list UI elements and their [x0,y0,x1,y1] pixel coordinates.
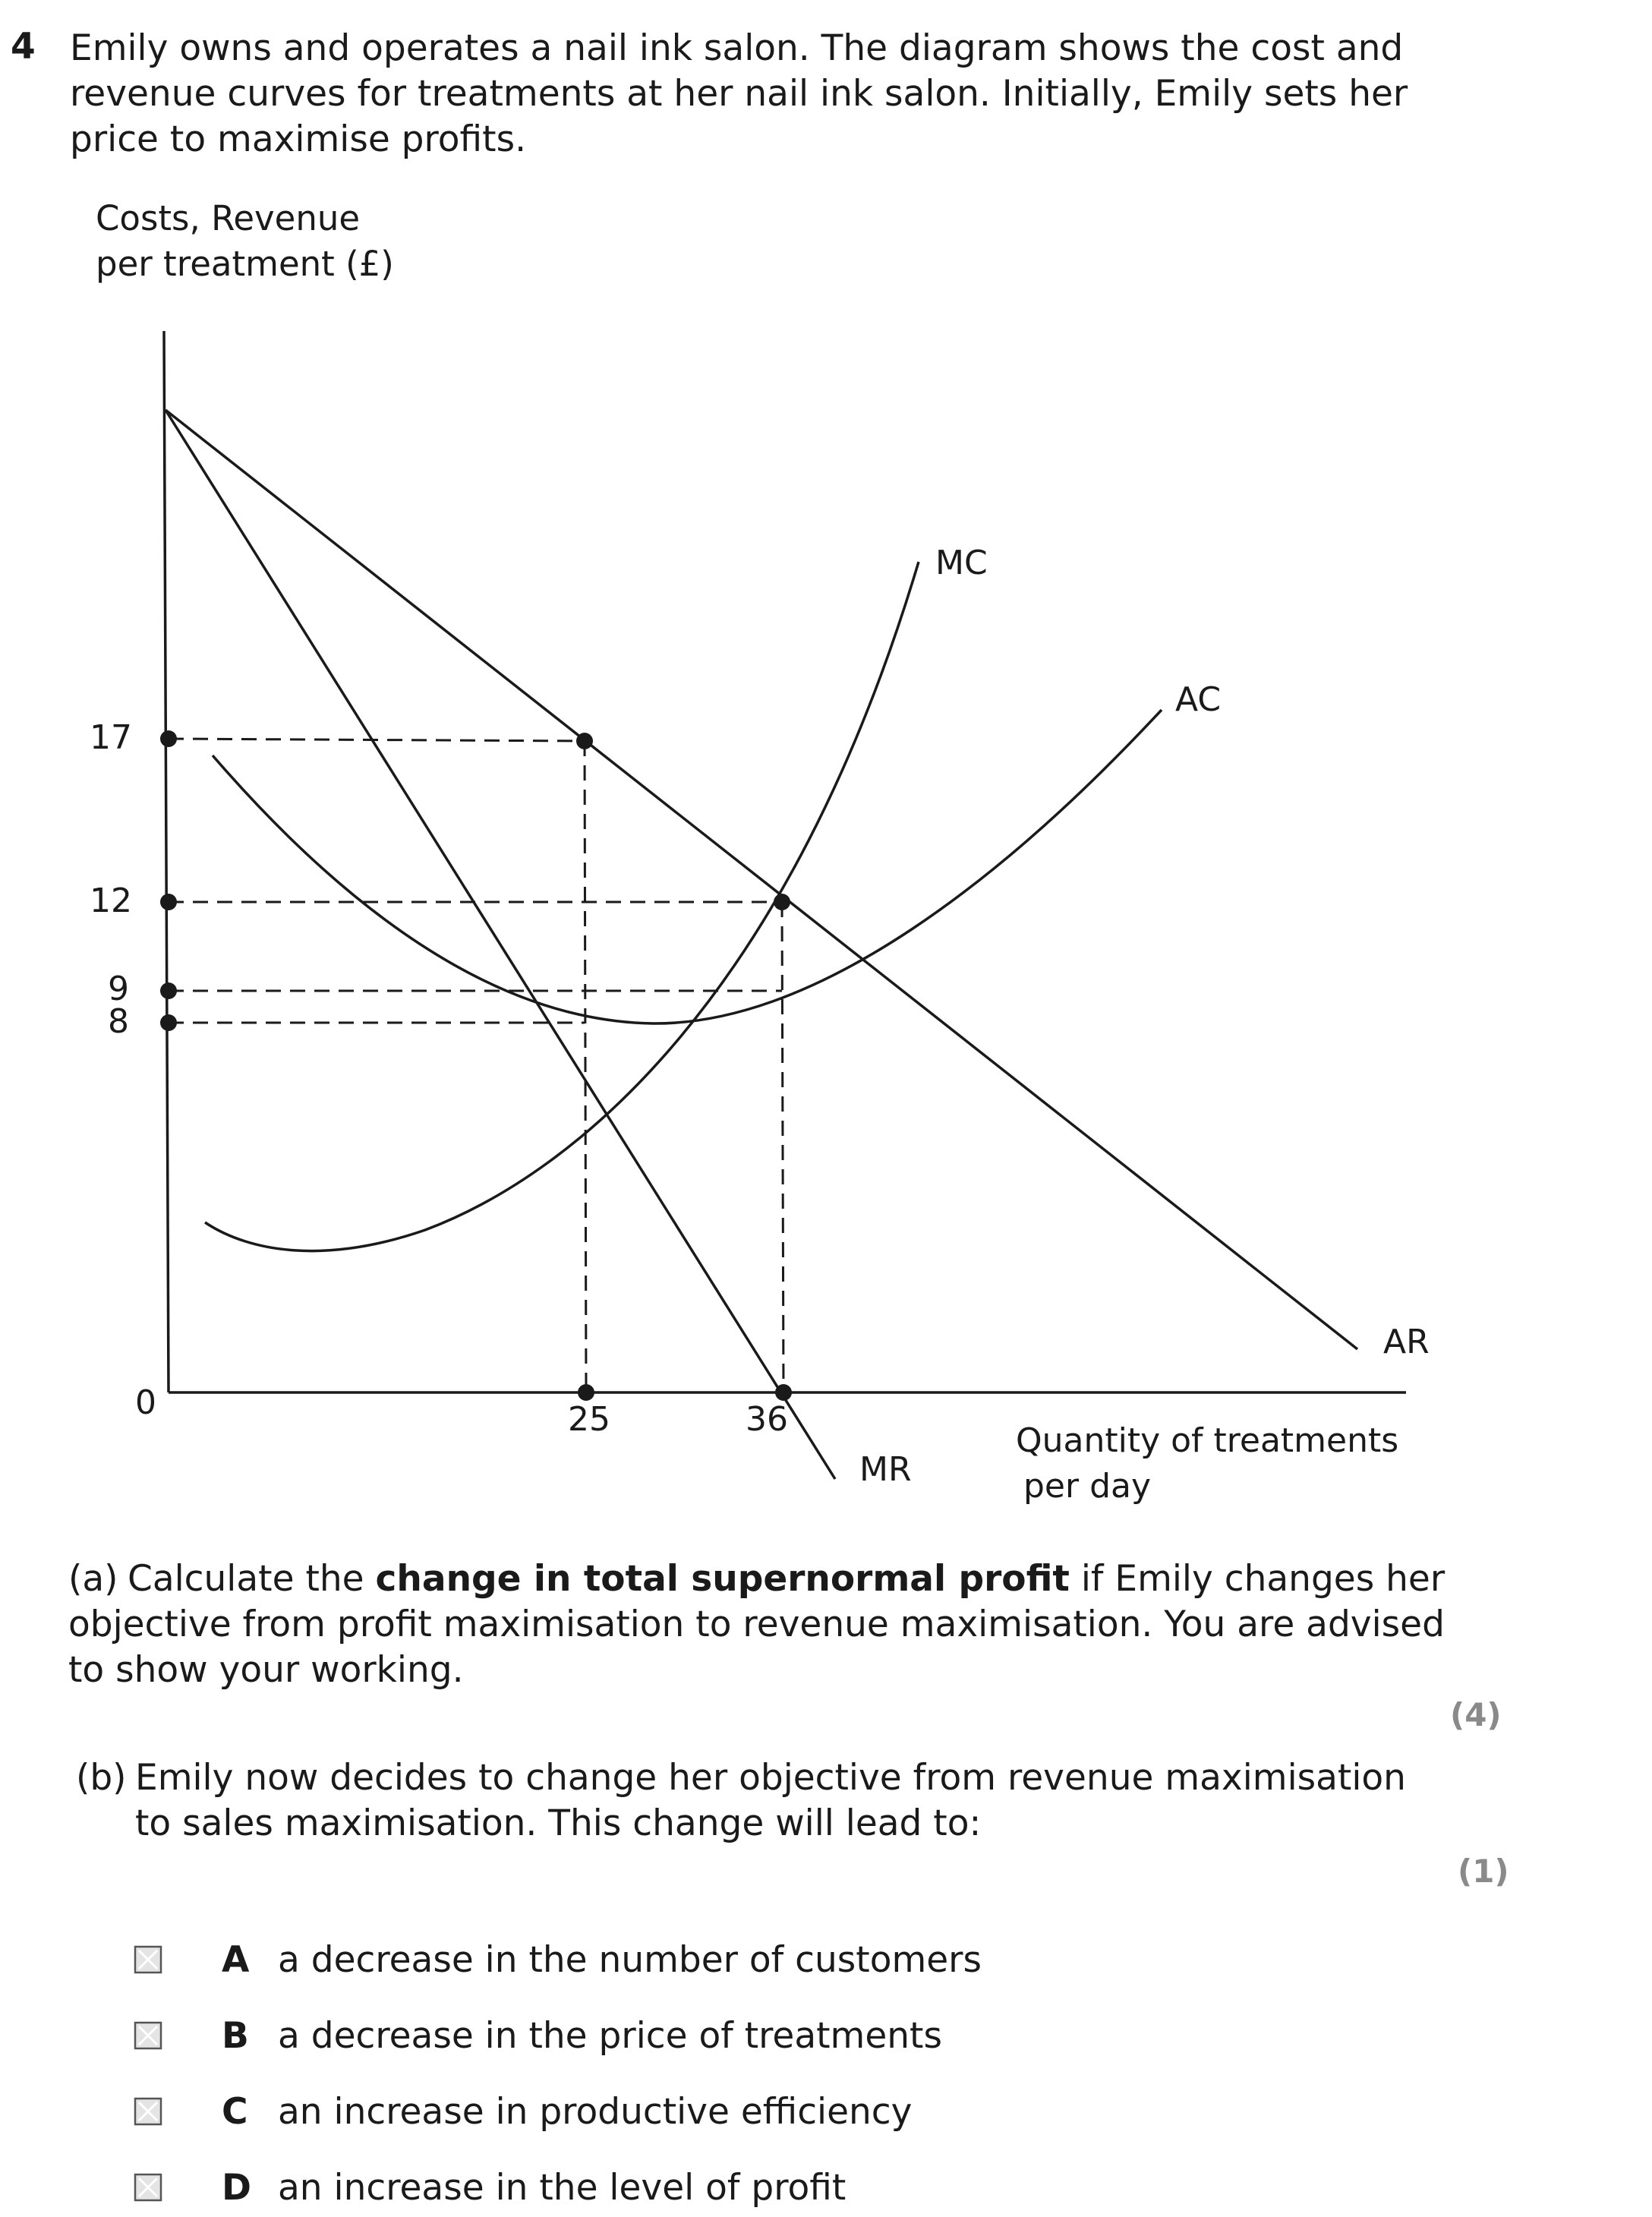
part-b [76,1755,1473,1846]
part-b-text: Emily now decides to change her objective from revenue maximisation to sales maximisation. This change will lead to: [135,1757,1406,1844]
ar-label: AR [1383,1323,1430,1361]
mr-label: MR [859,1450,912,1489]
checkbox-c-icon[interactable] [134,2097,162,2126]
question-stem: Emily owns and operates a nail ink salon. The diagram shows the cost and revenue curves for treatments at her nail ink salon. Initially, Emily sets her price to maximise profits. [70,27,1408,160]
point-y17 [160,730,177,747]
part-a [68,1556,1465,1693]
option-b-text: a decrease in the price of treatments [278,2015,942,2057]
point-ar-36 [774,894,790,910]
mc-label: MC [935,544,988,582]
part-b-label: (b) [76,1757,127,1799]
guide-17 [169,739,585,741]
y-tick-17: 17 [90,718,132,757]
option-c-letter: C [222,2091,248,2133]
option-a-letter: A [222,1939,250,1981]
part-a-text-bold: change in total supernormal profit [375,1558,1070,1600]
point-x36 [775,1384,792,1401]
option-b-letter: B [222,2015,249,2057]
ar-curve [166,410,1357,1349]
y-axis-label-line2: per treatment (£) [96,244,394,284]
point-y12 [160,894,177,910]
y-tick-9: 9 [108,970,129,1008]
part-a-label: (a) [68,1558,118,1600]
y-tick-8: 8 [108,1002,129,1041]
checkbox-b-icon[interactable] [134,2021,162,2050]
y-tick-12: 12 [90,881,132,920]
ac-curve [213,710,1162,1023]
ac-label: AC [1175,680,1222,719]
point-ar-25 [576,733,593,749]
part-a-marks: (4) [1450,1696,1502,1733]
mc-curve [205,562,919,1251]
origin-label: 0 [135,1383,156,1422]
point-y9 [160,982,177,999]
option-d-text: an increase in the level of profit [278,2167,846,2209]
x-axis-label-line1: Quantity of treatments [1016,1421,1399,1460]
option-d-letter: D [222,2167,252,2209]
guide-q25 [585,741,586,1392]
checkbox-d-icon[interactable] [134,2173,162,2202]
x-tick-36: 36 [746,1400,788,1439]
part-a-text-after: if Emily changes her objective from profit maximisation to revenue maximisation. You are advised to show your working. [68,1558,1446,1691]
question-number: 4 [11,26,36,68]
option-c-text: an increase in productive efficiency [278,2091,913,2133]
part-b-marks: (1) [1458,1853,1509,1890]
checkbox-a-icon[interactable] [134,1945,162,1974]
x-tick-25: 25 [568,1400,610,1439]
x-axis-label-line2: per day [1023,1467,1152,1506]
mr-curve [166,410,835,1479]
part-a-text-before: Calculate the [128,1558,376,1600]
point-y8 [160,1014,177,1031]
point-x25 [578,1384,594,1401]
option-a-text: a decrease in the number of customers [278,1939,982,1981]
y-axis [164,331,169,1392]
guide-q36 [782,902,783,1392]
y-axis-label-line1: Costs, Revenue [96,198,361,238]
